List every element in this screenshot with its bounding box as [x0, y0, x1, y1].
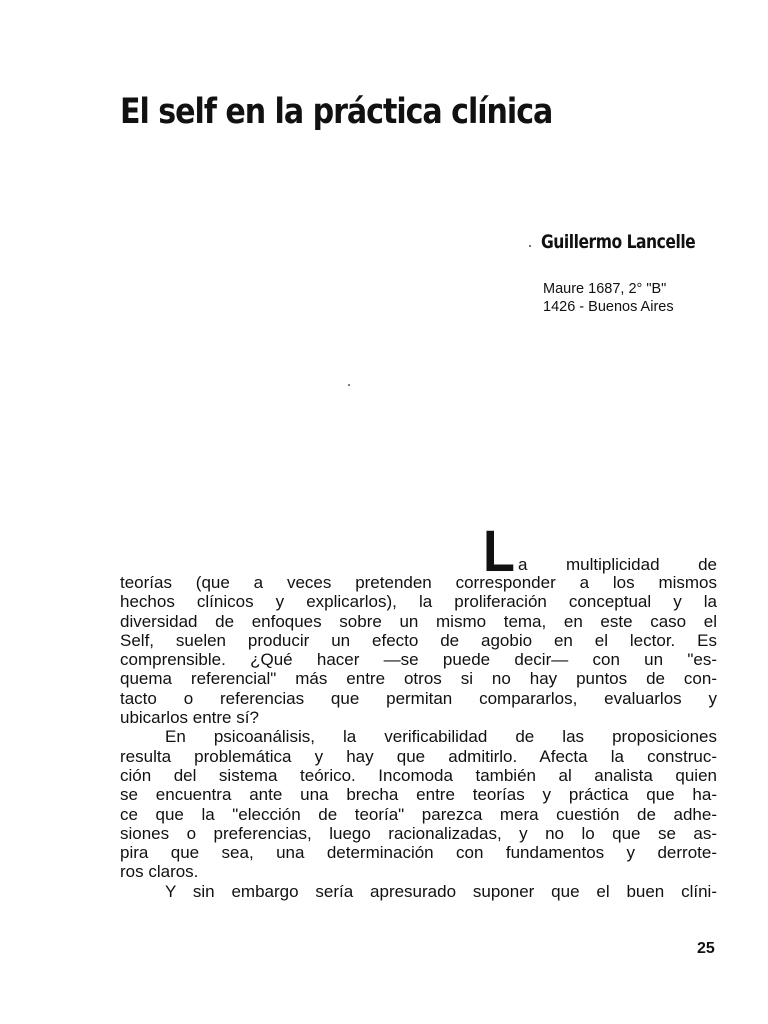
address-line-2: 1426 - Buenos Aires	[543, 299, 674, 315]
body-line: resulta problemática y hay que admitirlo. Afecta la construc-	[120, 746, 717, 766]
body-line: tacto o referencias que permitan compararlos, evaluarlos y	[120, 688, 717, 708]
author-address	[543, 280, 674, 316]
page-number: 25	[697, 940, 715, 957]
body-line: Y sin embargo sería apresurado suponer que el buen clíni-	[165, 881, 717, 901]
body-line: ubicarlos entre sí?	[120, 708, 259, 728]
body-line: teorías (que a veces pretenden corresponder a los mismos	[120, 573, 717, 592]
body-line: diversidad de enfoques sobre un mismo tema, en este caso el	[120, 611, 717, 631]
opening-line	[483, 519, 717, 584]
stray-mark	[529, 245, 531, 247]
body-line: pira que sea, una determinación con fundamentos y derrote-	[120, 843, 717, 863]
article-title: El self en la práctica clínica	[120, 92, 553, 132]
body-line: ros claros.	[120, 862, 199, 882]
opening-line-text	[518, 555, 717, 575]
body-line: siones o preferencias, luego racionalizadas, y no lo que se as-	[120, 823, 717, 843]
address-line-1: Maure 1687, 2° "B"	[543, 281, 667, 297]
drop-cap: L	[483, 519, 515, 584]
opening-word: a	[518, 555, 528, 574]
article-body	[120, 573, 717, 901]
body-line: comprensible. ¿Qué hacer —se puede decir— con un "es-	[120, 650, 717, 670]
stray-speck	[348, 384, 350, 386]
body-line: quema referencial" más entre otros si no hay puntos de con-	[120, 669, 717, 689]
body-line: hechos clínicos y explicarlos), la proliferación conceptual y la	[120, 592, 717, 612]
body-line: ce que la "elección de teoría" parezca mera cuestión de adhe-	[120, 804, 717, 824]
body-line: ción del sistema teórico. Incomoda también al analista quien	[120, 765, 717, 785]
opening-word: de	[698, 555, 717, 574]
author-name: Guillermo Lancelle	[541, 231, 696, 253]
body-line: Self, suelen producir un efecto de agobio en el lector. Es	[120, 630, 717, 650]
body-line: se encuentra ante una brecha entre teorías y práctica que ha-	[120, 785, 717, 805]
body-line: En psicoanálisis, la verificabilidad de las proposiciones	[165, 727, 717, 747]
opening-word: multiplicidad	[566, 555, 660, 574]
